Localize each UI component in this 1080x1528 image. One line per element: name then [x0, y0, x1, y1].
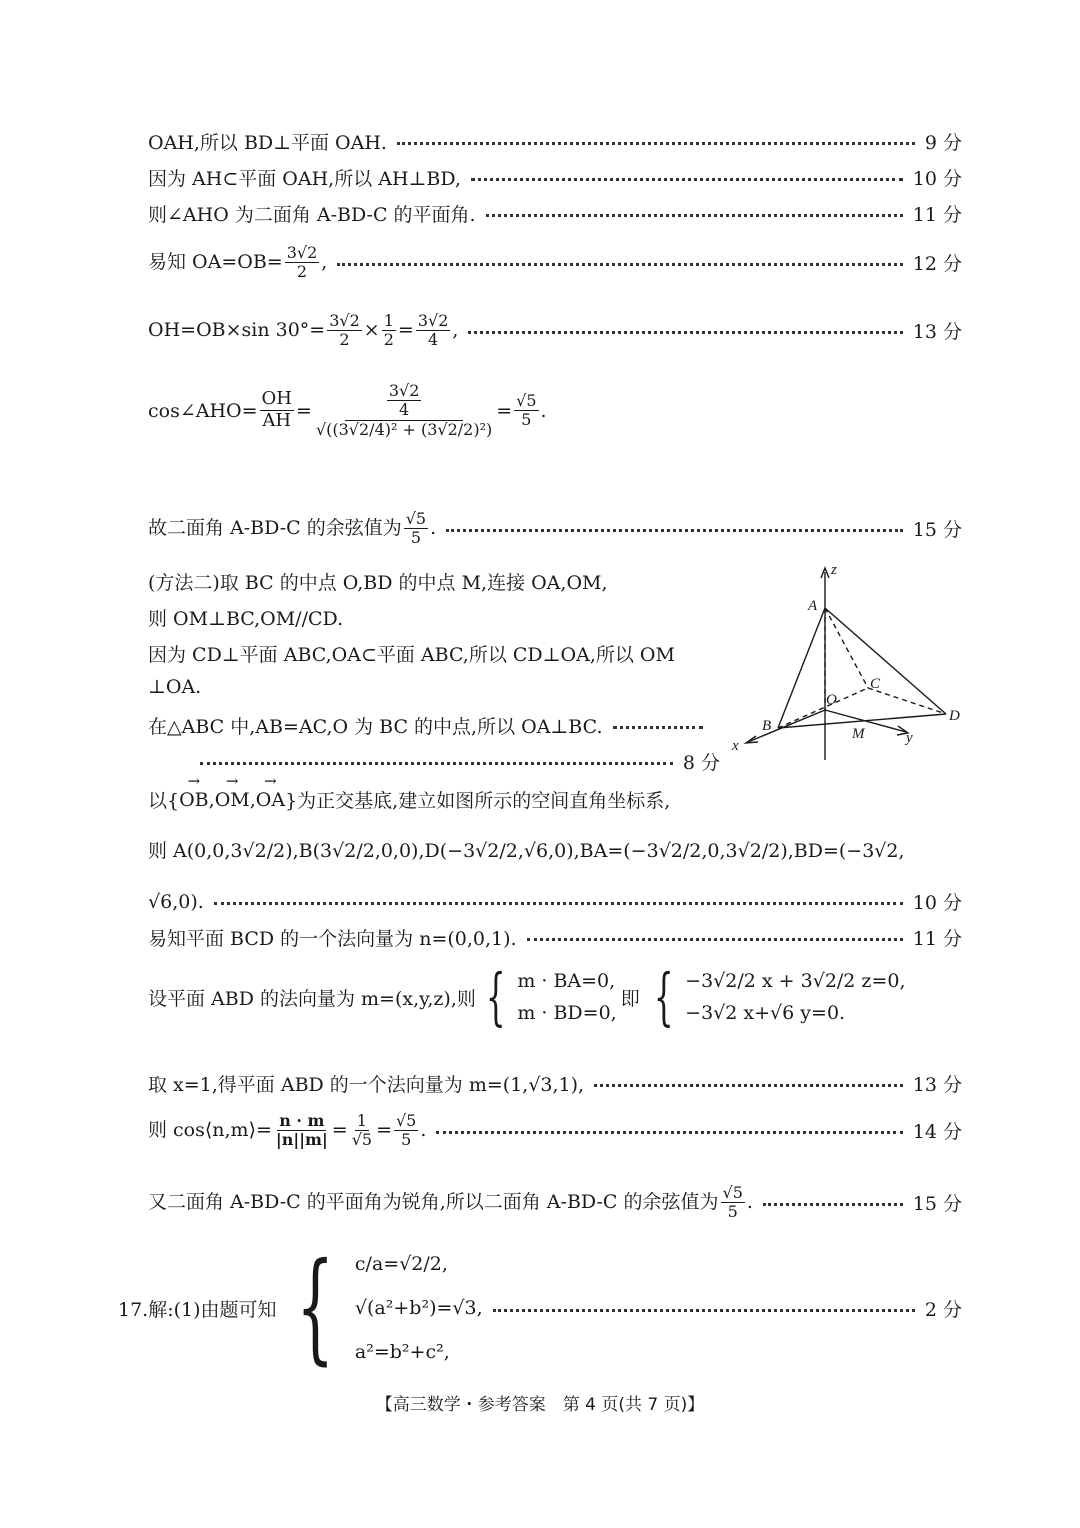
label-m: M [852, 726, 865, 742]
score-label: 10 分 [912, 168, 962, 190]
equals-sign: = [397, 318, 414, 341]
frac-denominator: 5 [521, 410, 532, 430]
coordinates-line [148, 836, 905, 863]
frac-numerator: √5 [405, 509, 427, 528]
system-row: m · BA=0, [517, 970, 616, 992]
score-label: 13 分 [912, 321, 962, 344]
fraction [327, 312, 362, 350]
line-text [148, 312, 458, 350]
fraction [404, 510, 428, 548]
score-label: 11 分 [912, 928, 962, 950]
score-label: 9 分 [924, 132, 962, 154]
expr-suffix: . [746, 1190, 753, 1213]
equation-system-1 [476, 960, 617, 1033]
line-text: 则 A(0,0,3√2/2),B(3√2/2,0,0),D(−3√2/2,√6,0),BA=(−3√2/2,0,3√2/2),BD=(−3√2, [148, 840, 905, 862]
line-10b [148, 888, 962, 915]
line-10 [148, 164, 962, 191]
dot-leader [200, 762, 673, 765]
line-15 [148, 510, 962, 548]
expr-suffix: }为正交基底,建立如图所示的空间直角坐标系, [285, 790, 671, 812]
score-label: 14 分 [912, 1121, 962, 1144]
frac-denominator: 5 [410, 528, 422, 548]
problem-17-heading: 17.解:(1)由题可知 [118, 1298, 277, 1321]
frac-denominator: √5 [351, 1130, 373, 1150]
left-brace: { [295, 1238, 334, 1377]
line-13b [148, 1070, 962, 1097]
page-footer: 【高三数学・参考答案 第 4 页(共 7 页)】 [375, 1395, 705, 1415]
dot-leader [527, 938, 903, 941]
vector-om: → OM [215, 789, 250, 811]
expr-prefix: 设平面 ABD 的法向量为 m=(x,y,z),则 [148, 987, 476, 1010]
score-label: 11 分 [912, 204, 962, 226]
system-row: c/a=√2/2, [354, 1253, 448, 1275]
expr-suffix: . [540, 399, 547, 422]
times-sign: × [363, 318, 380, 341]
frac-denominator: 2 [339, 330, 350, 350]
line-text: √6,0). [148, 890, 204, 913]
score-label: 15 分 [912, 1193, 962, 1216]
frac-numerator: OH [261, 388, 293, 410]
frac-denominator: |n||m| [275, 1130, 328, 1150]
label-z: z [831, 562, 837, 578]
expr-prefix: 则 cos⟨n,m⟩= [148, 1118, 272, 1141]
label-y: y [906, 730, 913, 746]
frac-numerator: √5 [516, 390, 537, 410]
line-9 [148, 128, 962, 155]
cos-ahо-line [148, 382, 547, 439]
dot-leader [468, 331, 902, 334]
line-12 [148, 244, 962, 282]
vector-oa: → OA [256, 789, 285, 811]
score-label: 8 分 [682, 752, 720, 774]
equals-sign: = [376, 1118, 392, 1141]
big-fraction [314, 382, 494, 439]
line-text: 取 x=1,得平面 ABD 的一个法向量为 m=(1,√3,1), [148, 1074, 585, 1096]
line-8pts [190, 748, 720, 775]
equals-sign: = [496, 399, 513, 422]
frac-numerator: √5 [722, 1183, 743, 1202]
x-arrow [746, 736, 758, 743]
equals-sign: = [331, 1118, 348, 1141]
system-row: −3√2 x+√6 y=0. [685, 1002, 846, 1024]
frac-numerator: √5 [395, 1111, 417, 1130]
method2-line-5 [148, 712, 713, 739]
method2-line-4 [148, 676, 201, 698]
method2-line-3 [148, 640, 675, 667]
score-label: 13 分 [912, 1074, 962, 1096]
expr-prefix: 又二面角 A-BD-C 的平面角为锐角,所以二面角 A-BD-C 的余弦值为 [148, 1190, 719, 1213]
label-c: C [870, 676, 881, 692]
fraction [285, 244, 320, 282]
dot-leader [446, 529, 903, 532]
score-label: 10 分 [912, 892, 962, 914]
dot-leader [594, 1084, 903, 1087]
frac-numerator: 1 [383, 311, 394, 330]
frac-numerator: 3√2 [286, 243, 318, 262]
fraction [382, 312, 396, 350]
line-text: ⊥OA. [148, 676, 202, 698]
frac-numerator: 1 [356, 1111, 367, 1130]
system-rows [355, 1253, 483, 1363]
equation-system-2 [644, 960, 906, 1033]
label-o: O [826, 692, 837, 708]
big-frac-numerator [345, 382, 464, 421]
dot-leader [486, 214, 903, 217]
edge-ad [825, 608, 946, 714]
line-15b [148, 1184, 962, 1222]
label-x: x [732, 738, 739, 754]
method2-line-2 [148, 604, 343, 631]
frac-denominator: 2 [383, 330, 394, 350]
edge-ac [825, 608, 868, 688]
fraction [416, 312, 451, 350]
score-label: 15 分 [912, 519, 962, 542]
dot-leader [763, 1203, 903, 1206]
expr-prefix: OH=OB×sin 30°= [148, 318, 326, 341]
line-text: 则∠AHO 为二面角 A-BD-C 的平面角. [148, 204, 476, 226]
line-text [148, 1112, 426, 1150]
left-brace: { [653, 960, 674, 1033]
expr-suffix: , [321, 250, 328, 273]
system-rows [685, 970, 905, 1024]
equation-system-3 [277, 1238, 483, 1377]
x-axis [748, 710, 825, 742]
equals-sign: = [296, 399, 312, 422]
fraction [350, 1112, 374, 1150]
connector-text: 即 [620, 987, 640, 1010]
dot-leader [471, 178, 903, 181]
fraction [274, 1112, 330, 1150]
expr-suffix: . [420, 1118, 427, 1141]
label-b: B [762, 718, 772, 734]
dot-leader [436, 1131, 902, 1134]
system-row: a²=b²+c², [354, 1341, 450, 1363]
frac-denominator: 4 [399, 400, 410, 420]
dot-leader [493, 1309, 915, 1312]
line-11 [148, 200, 962, 227]
line-text: 则 OM⊥BC,OM//CD. [148, 608, 344, 630]
expr-suffix: , [452, 318, 459, 341]
line-11b [148, 924, 962, 951]
label-d: D [949, 708, 960, 724]
line-text [148, 510, 436, 548]
expr-prefix: 故二面角 A-BD-C 的余弦值为 [148, 516, 402, 539]
line-13 [148, 312, 962, 350]
expr-prefix: cos∠AHO= [148, 399, 258, 422]
basis-line [148, 786, 670, 813]
score-label: 2 分 [924, 1298, 962, 1321]
frac-numerator: n · m [279, 1111, 325, 1130]
fraction [387, 382, 422, 420]
expr-suffix: . [430, 516, 437, 539]
frac-denominator: 4 [428, 330, 439, 350]
line-text: 因为 AH⊂平面 OAH,所以 AH⊥BD, [148, 168, 461, 190]
system-row: m · BD=0, [517, 1002, 617, 1024]
dot-leader [613, 726, 704, 729]
line-text [148, 244, 327, 282]
frac-numerator: 3√2 [417, 311, 449, 330]
edge-ab [778, 608, 825, 728]
vector-ob: → OB [179, 789, 209, 811]
line-text: OAH,所以 BD⊥平面 OAH. [148, 132, 387, 154]
fraction [514, 392, 538, 430]
system-row: √(a²+b²)=√3, [354, 1297, 483, 1319]
expr-prefix: 易知 OA=OB= [148, 250, 283, 273]
frac-denominator: 5 [727, 1202, 738, 1222]
label-a: A [808, 598, 818, 614]
left-brace: { [485, 960, 506, 1033]
system-row: −3√2/2 x + 3√2/2 z=0, [685, 970, 906, 992]
problem-17-line [118, 1238, 962, 1377]
big-frac-denominator: √((3√2/4)² + (3√2/2)²) [315, 419, 493, 439]
line-text: 因为 CD⊥平面 ABC,OA⊂平面 ABC,所以 CD⊥OA,所以 OM [148, 644, 675, 666]
line-text: 易知平面 BCD 的一个法向量为 n=(0,0,1). [148, 928, 517, 950]
fraction [260, 389, 294, 431]
frac-denominator: 2 [296, 262, 308, 282]
line-text: 在△ABC 中,AB=AC,O 为 BC 的中点,所以 OA⊥BC. [148, 716, 603, 738]
dot-leader [397, 142, 915, 145]
tetrahedron-figure [728, 560, 978, 760]
line-14 [148, 1112, 962, 1150]
separator: , [208, 788, 215, 811]
frac-numerator: 3√2 [388, 381, 420, 400]
frac-denominator: 5 [401, 1130, 412, 1150]
separator: , [249, 788, 256, 811]
dot-leader [214, 902, 903, 905]
normal-vector-system-line [148, 960, 906, 1033]
expr-prefix: 以{ [148, 790, 180, 812]
frac-denominator: AH [262, 410, 292, 432]
fraction [721, 1184, 745, 1222]
method2-line-1 [148, 568, 608, 595]
fraction [394, 1112, 418, 1150]
dot-leader [337, 263, 902, 266]
line-text [148, 1184, 753, 1222]
system-rows [517, 970, 616, 1024]
line-text: (方法二)取 BC 的中点 O,BD 的中点 M,连接 OA,OM, [148, 572, 608, 594]
frac-numerator: 3√2 [329, 311, 360, 330]
score-label: 12 分 [912, 253, 962, 276]
